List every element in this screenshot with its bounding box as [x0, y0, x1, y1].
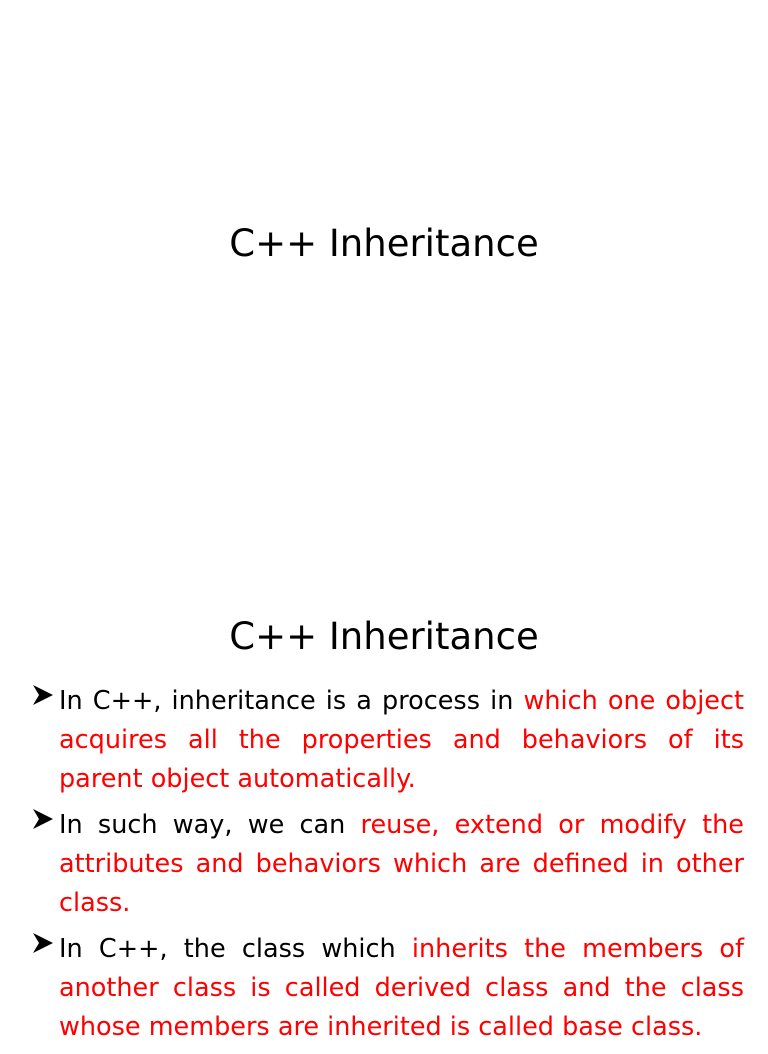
bullet-text: In C++, inheritance is a process in — [59, 686, 524, 716]
arrowhead-bullet-icon — [32, 808, 54, 830]
slide-title: C++ Inheritance — [229, 222, 539, 265]
bullet-item — [0, 682, 768, 799]
bullet-list — [0, 682, 768, 1054]
arrowhead-bullet-icon — [32, 932, 54, 954]
content-slide — [0, 512, 768, 1042]
bullet-highlight-text: inherits the members of another class is called derived class and the class whose members are inherited is called base class. — [59, 934, 744, 1042]
bullet-text: In C++, the class which — [59, 934, 412, 964]
title-slide — [0, 0, 768, 512]
slide-title: C++ Inheritance — [229, 615, 539, 658]
bullet-item — [0, 930, 768, 1047]
bullet-highlight-text: which one object acquires all the properties and behaviors of its parent object automatically. — [59, 686, 744, 794]
arrowhead-bullet-icon — [32, 684, 54, 706]
bullet-text: In such way, we can — [59, 810, 361, 840]
bullet-item — [0, 806, 768, 923]
bullet-highlight-text: reuse, extend or modify the attributes and behaviors which are defined in other class. — [59, 810, 744, 918]
